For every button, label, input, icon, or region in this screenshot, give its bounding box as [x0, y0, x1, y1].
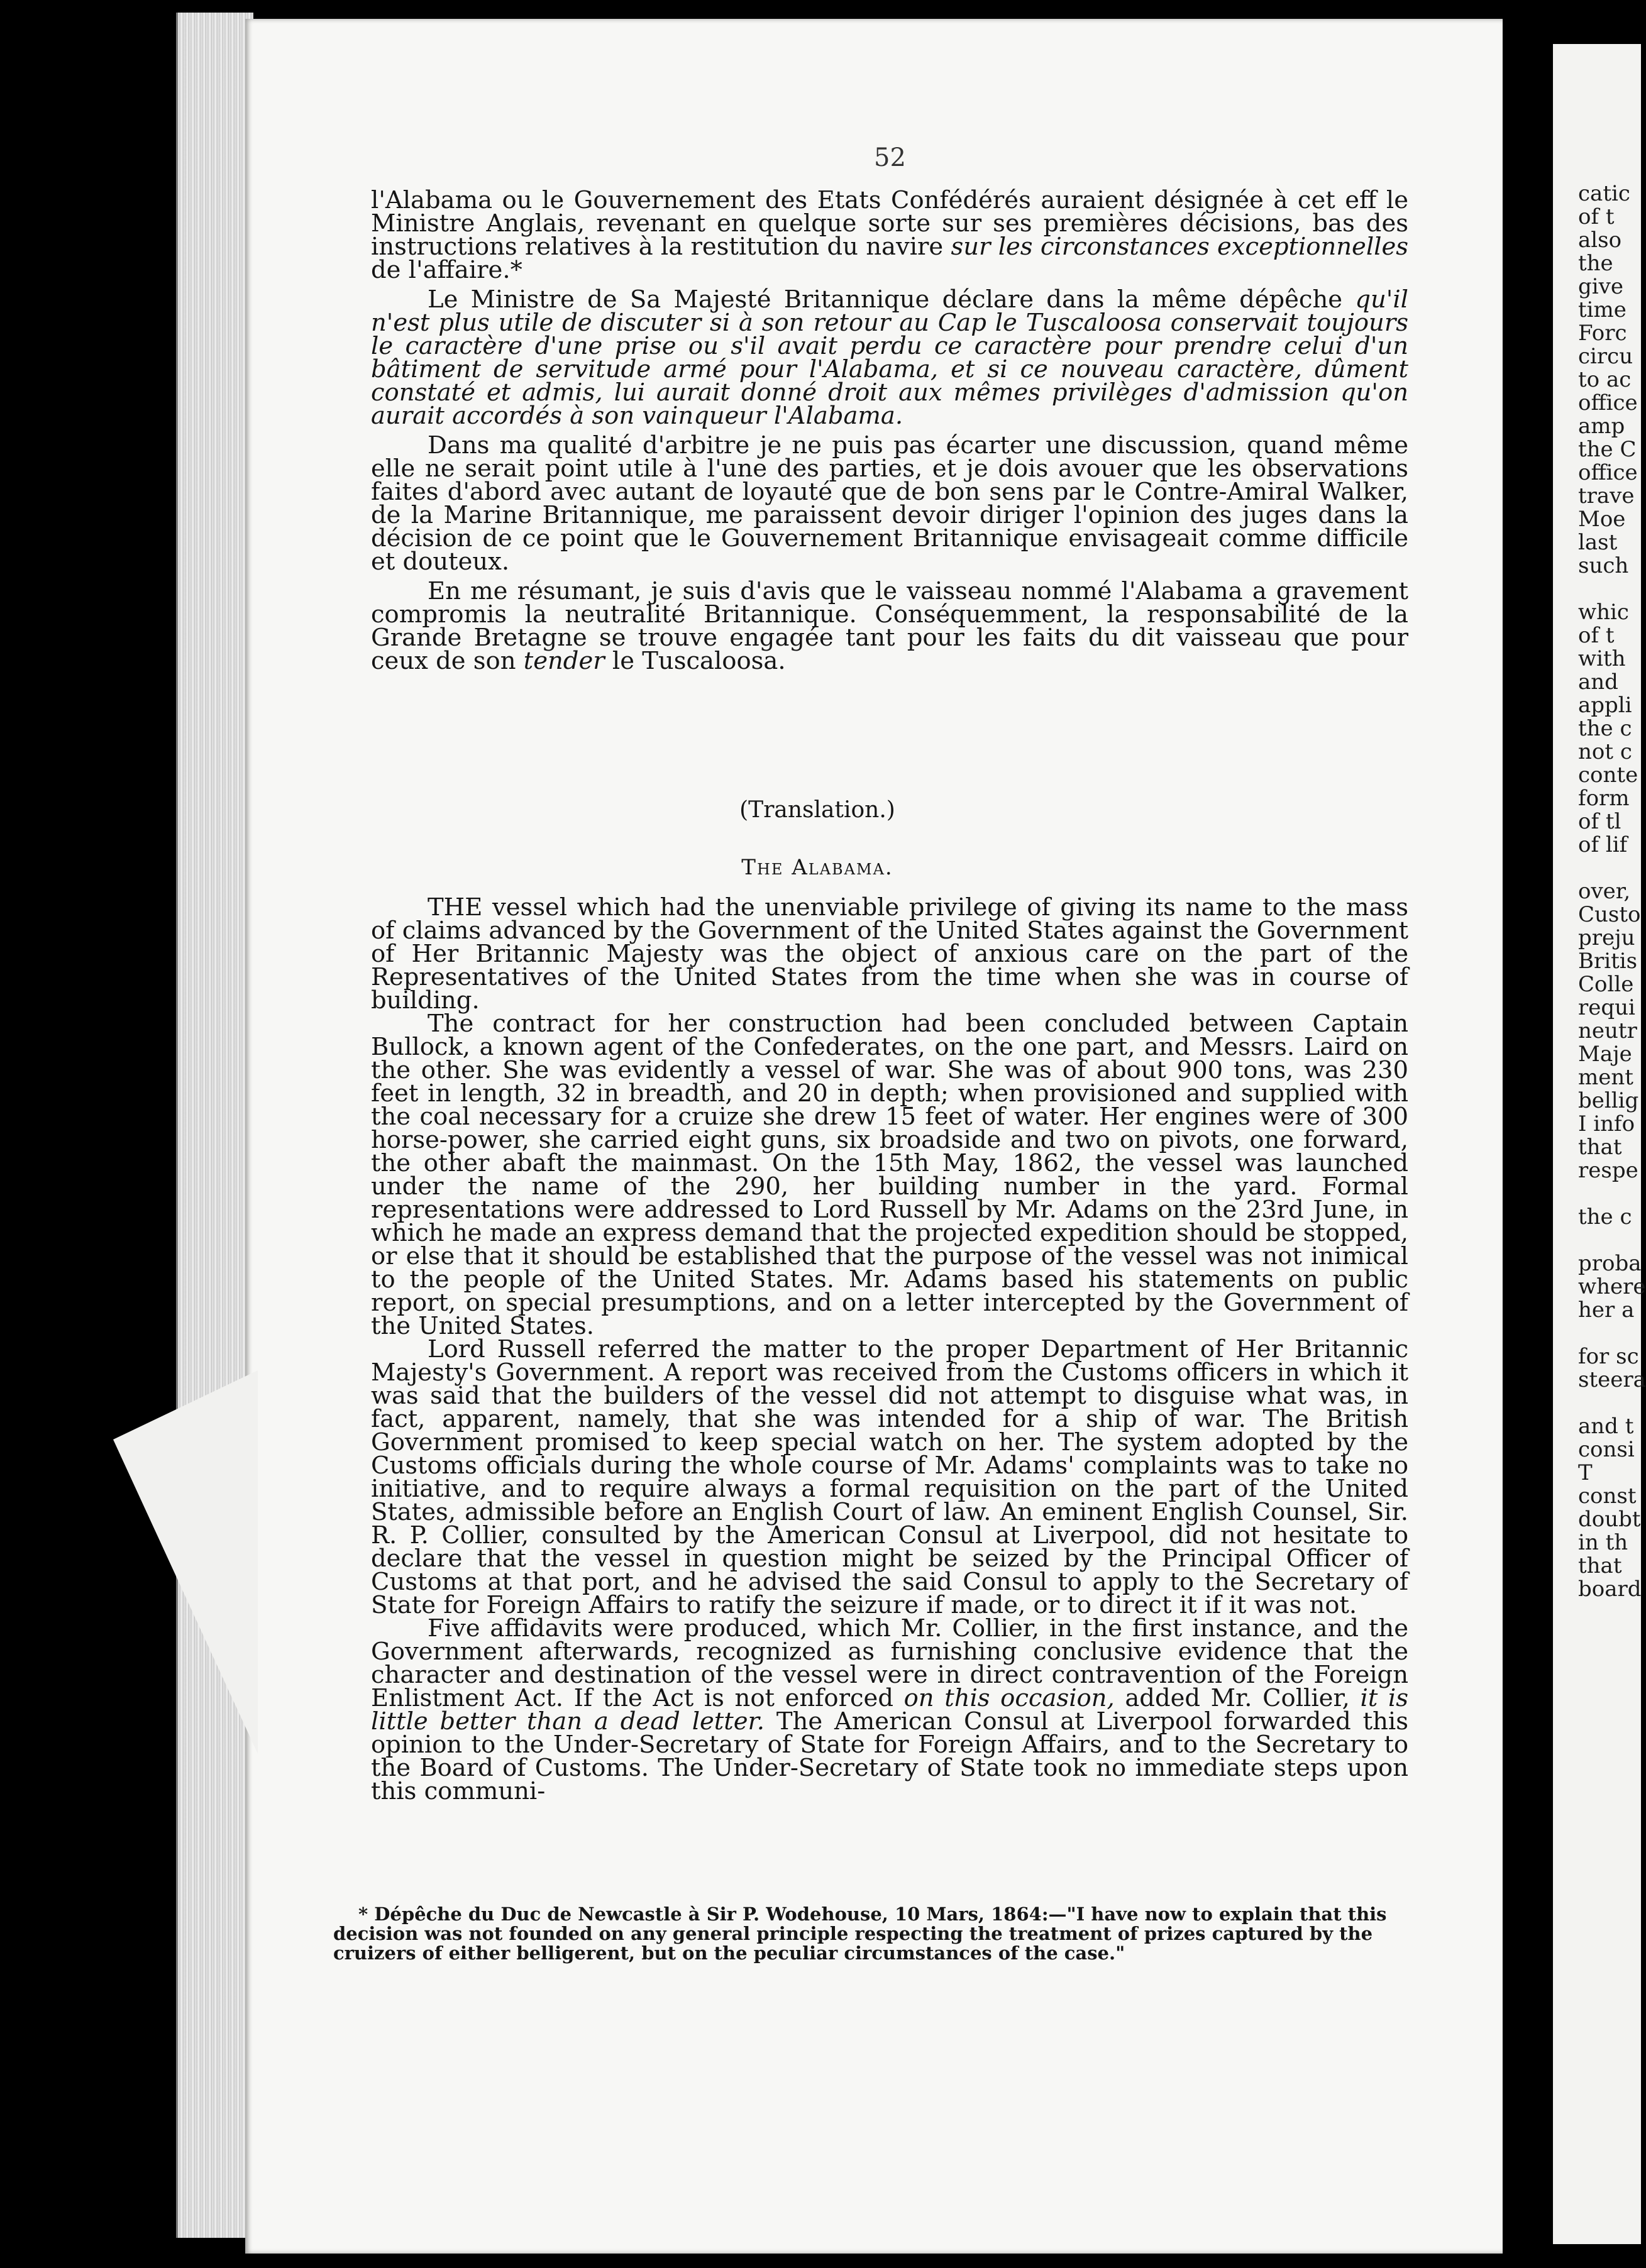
facing-page-line: preju: [1578, 925, 1635, 950]
english-text: [371, 893, 1408, 1805]
facing-page-line: ment: [1578, 1065, 1633, 1090]
facing-page-line: and t: [1578, 1414, 1634, 1439]
facing-page-line: Colle: [1578, 972, 1634, 997]
facing-page-line: bellig: [1578, 1088, 1639, 1113]
english-paragraph-1: THE vessel which had the unenviable privilege of giving its name to the mass of claims advanced by the Government of the United States against the Government of Her Britannic Majesty was the object of anxious care on the part of the Representatives of the United States from the time when she was in course of building.: [371, 893, 1408, 1015]
facing-page-line: appli: [1578, 693, 1632, 718]
facing-page-line: steera: [1578, 1367, 1646, 1392]
facing-page-line: consi: [1578, 1437, 1635, 1462]
facing-page-line: where: [1578, 1274, 1646, 1299]
facing-page-line: proba: [1578, 1251, 1642, 1276]
facing-page-line: that: [1578, 1553, 1622, 1578]
facing-page-line: circu: [1578, 344, 1633, 369]
french-paragraph-3: Dans ma qualité d'arbitre je ne puis pas écarter une discussion, quand même elle ne serait point utile à l'une des parties, et je dois avouer que les observations faites d'abord avec autant de loyauté que de bon sens par le Contre-Amiral Walker, de la Marine Britannique, me paraissent devoir diriger l'opinion des juges dans la décision de ce point que le Gouvernement Britannique envisageait comme difficile et douteux.: [371, 431, 1408, 576]
facing-page-line: [1578, 1392, 1641, 1415]
facing-page-line: over,: [1578, 879, 1631, 904]
facing-page-line: also: [1578, 228, 1622, 253]
facing-page-line: her a: [1578, 1297, 1635, 1323]
facing-page-line: the c: [1578, 716, 1632, 741]
facing-page-line: doubt: [1578, 1507, 1641, 1532]
facing-page-line: last: [1578, 530, 1618, 555]
facing-page-line: whic: [1578, 600, 1629, 625]
footnote: * Dépêche du Duc de Newcastle à Sir P. Wodehouse, 10 Mars, 1864:—"I have now to explain that this decision was not founded on any general principle respecting the treatment of prizes captured by the cruizers of either belligerent, but on the peculiar circumstances of the case.": [333, 1903, 1387, 1964]
facing-page-line: neutr: [1578, 1018, 1637, 1043]
facing-page-line: const: [1578, 1484, 1637, 1509]
facing-page-line: trave: [1578, 483, 1635, 509]
french-paragraph-2: Le Ministre de Sa Majesté Britannique déclare dans la même dépêche qu'il n'est plus utile de discuter si à son retour au Cap le Tuscaloosa conservait toujours le caractère d'une prise ou s'il avait perdu ce caractère pour prendre celui d'un bâtiment de servitude armé pour l'Alabama, et si ce nouveau caractère, dûment constaté et admis, lui aurait donné droit aux mêmes privilèges d'admission qu'on aurait accordés à son vainqueur l'Alabama.: [371, 285, 1408, 430]
facing-page-line: the C: [1578, 437, 1637, 462]
facing-page-line: of tl: [1578, 809, 1621, 834]
facing-page-line: for sc: [1578, 1344, 1639, 1369]
facing-page-line: form: [1578, 786, 1630, 811]
english-paragraph-2: The contract for her construction had been concluded between Captain Bullock, a known agent of the Confederates, on the one part, and Messrs. Laird on the other. She was evidently a vessel of war. She was of about 900 tons, was 230 feet in length, 32 in breadth, and 20 in depth; when provisioned and supplied with the coal necessary for a cruize she drew 15 feet of water. Her engines were of 300 horse-power, she carried eight guns, six broadside and two on pivots, one forward, the other abaft the mainmast. On the 15th May, 1862, the vessel was launched under the name of the 290, her building number in the yard. Formal representations were addressed to Lord Russell by Mr. Adams on the 23rd June, in which he made an express demand that the projected expedition should be stopped, or else that it should be established that the purpose of the vessel was not inimical to the people of the United States. Mr. Adams based his statements on public report, on special presumptions, and on a letter intercepted by the Government of the United States.: [371, 1010, 1408, 1340]
facing-page-line: office: [1578, 460, 1638, 485]
facing-page-line: of t: [1578, 204, 1615, 229]
facing-page-line: I info: [1578, 1111, 1635, 1137]
facing-page-line: with: [1578, 646, 1626, 671]
facing-page-line: [1578, 578, 1641, 601]
facing-page-line: Forc: [1578, 321, 1627, 346]
facing-page-line: Maje: [1578, 1042, 1632, 1067]
facing-page-line: time: [1578, 297, 1627, 322]
facing-page-line: office: [1578, 390, 1638, 416]
section-title: The Alabama.: [741, 855, 893, 880]
facing-page-line: that: [1578, 1135, 1622, 1160]
facing-page-line: Moe: [1578, 507, 1626, 532]
facing-page-line: not c: [1578, 739, 1632, 764]
facing-page-line: T: [1578, 1460, 1593, 1485]
book-page-edges: [176, 13, 253, 2238]
torn-page-fragment: [113, 1370, 258, 1754]
page-number: 52: [874, 143, 906, 172]
facing-page-line: requi: [1578, 995, 1635, 1020]
facing-page-line: board: [1578, 1577, 1642, 1602]
facing-page-line: give: [1578, 274, 1623, 299]
facing-page-line: of lif: [1578, 832, 1628, 857]
english-paragraph-4: Five affidavits were produced, which Mr. Collier, in the first instance, and the Government afterwards, recognized as furnishing conclusive evidence that the character and destination of the vessel were in direct contravention of the Foreign Enlistment Act. If the Act is not enforced on this occasion, added Mr. Collier, it is little better than a dead letter. The American Consul at Liverpool forwarded this opinion to the Under-Secretary of State for Foreign Affairs, and to the Secretary to the Board of Customs. The Under-Secretary of State took no immediate steps upon this communi-: [371, 1614, 1408, 1805]
facing-page-line: [1578, 857, 1641, 880]
facing-page-line: Custo: [1578, 902, 1641, 927]
facing-page-line: conte: [1578, 762, 1638, 788]
facing-page-line: such: [1578, 553, 1629, 578]
facing-page-line: Britis: [1578, 949, 1638, 974]
facing-page-line: of t: [1578, 623, 1615, 648]
facing-page-line: to ac: [1578, 367, 1632, 392]
facing-page-line: catic: [1578, 181, 1630, 206]
english-paragraph-3: Lord Russell referred the matter to the proper Department of Her Britannic Majesty's Government. A report was received from the Customs officers in which it was said that the builders of the vessel did not attempt to disguise what was, in fact, apparent, namely, that she was intended for a ship of war. The British Government promised to keep special watch on her. The system adopted by the Customs officials during the whole course of Mr. Adams' complaints was to take no initiative, and to require always a formal requisition on the part of the United States, admissible before an English Court of law. An eminent English Counsel, Sir. R. P. Collier, consulted by the American Consul at Liverpool, did not hesitate to declare that the vessel in question might be seized by the Principal Officer of Customs at that port, and he advised the said Consul to apply to the Secretary of State for Foreign Affairs to ratify the seizure if made, or to direct it if it was not.: [371, 1335, 1408, 1619]
french-paragraph-1: l'Alabama ou le Gouvernement des Etats Confédérés auraient désignée à cet eff le Ministre Anglais, revenant en quelque sorte sur ses premières décisions, bas des instructions relatives à la restitution du navire sur les circonstances exceptionnelles de l'affaire.*: [371, 186, 1409, 284]
facing-page-line: respe: [1578, 1158, 1638, 1183]
facing-page-line: and: [1578, 669, 1618, 695]
facing-page-line: [1578, 1229, 1641, 1252]
facing-page-line: the: [1578, 251, 1613, 276]
facing-page-line: in th: [1578, 1530, 1628, 1555]
facing-page-line: the c: [1578, 1204, 1632, 1230]
translation-label: (Translation.): [739, 797, 895, 823]
french-text: [371, 186, 1409, 675]
french-paragraph-4: En me résumant, je suis d'avis que le vaisseau nommé l'Alabama a gravement compromis la neutralité Britannique. Conséquemment, la responsabilité de la Grande Bretagne se trouve engagée tant pour les faits du dit vaisseau que pour ceux de son tender le Tuscaloosa.: [371, 577, 1408, 675]
facing-page-text-fragments: [1578, 181, 1646, 1602]
facing-page-line: [1578, 1322, 1641, 1345]
facing-page-line: [1578, 1182, 1641, 1206]
facing-page-line: amp: [1578, 414, 1625, 439]
